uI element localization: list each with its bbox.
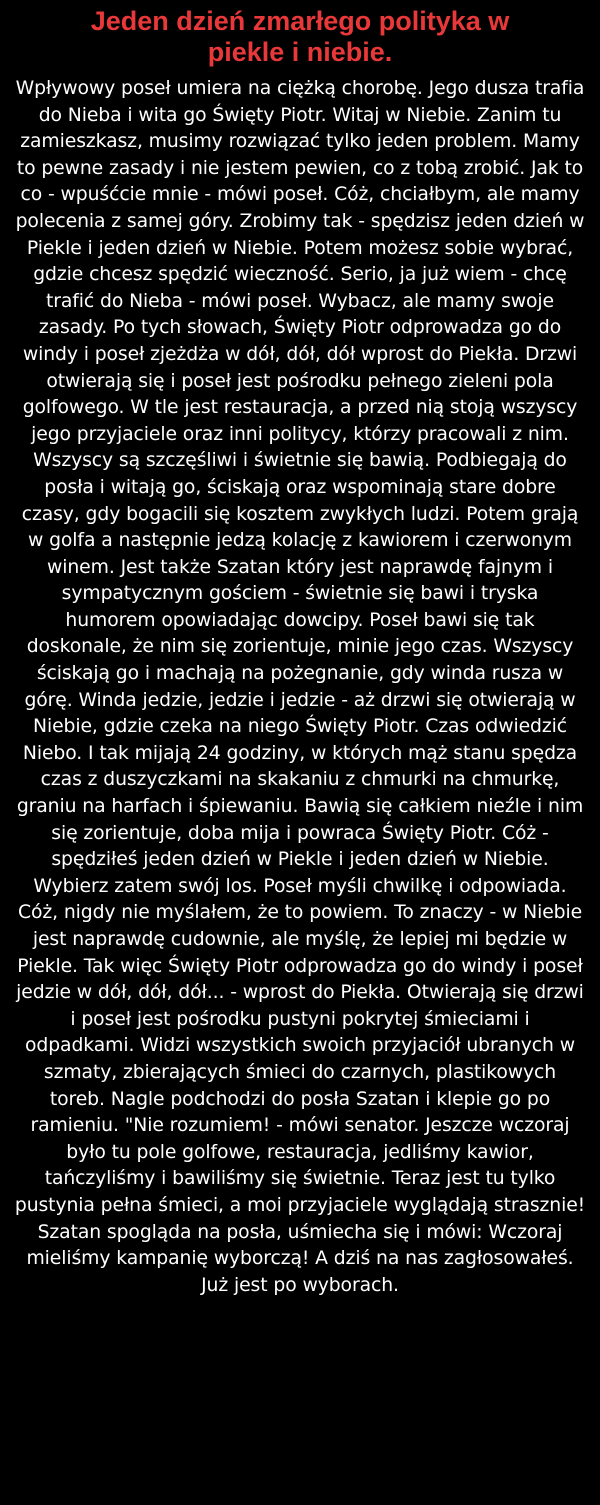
story-text: Wpływowy poseł umiera na ciężką chorobę. Jego dusza trafia do Nieba i wita go Święty Piotr. Witaj w Niebie. Zanim tu zamieszkasz, musimy rozwiązać tylko jeden problem. Mamy to pewne zasady i nie jestem pewien, co z tobą zrobić. Jak to co - wpuśćcie mnie - mówi poseł. Cóż, chciałbym, ale mamy polecenia z samej góry. Zrobimy tak - spędzisz jeden dzień w Piekle i jeden dzień w Niebie. Potem możesz sobie wybrać, gdzie chcesz spędzić wieczność. Serio, ja już wiem - chcę trafić do Nieba - mówi poseł. Wybacz, ale mamy swoje zasady. Po tych słowach, Święty Piotr odprowadza go do windy i poseł zjeżdża w dół, dół, dół wprost do Piekła. Drzwi otwierają się i poseł jest pośrodku pełnego zieleni pola golfowego. W tle jest restauracja, a przed nią stoją wszyscy jego przyjaciele oraz inni politycy, którzy pracowali z nim. Wszyscy są szczęśliwi i świetnie się bawią. Podbiegają do posła i witają go, ściskają oraz wspominają stare dobre czasy, gdy bogacili się kosztem zwykłych ludzi. Potem grają w golfa a następnie jedzą kolację z kawiorem i czerwonym winem. Jest także Szatan który jest naprawdę fajnym i sympatycznym gościem - świetnie się bawi i tryska humorem opowiadając dowcipy. Poseł bawi się tak doskonale, że nim się zorientuje, minie jego czas. Wszyscy ściskają go i machają na pożegnanie, gdy winda rusza w górę. Winda jedzie, jedzie i jedzie - aż drzwi się otwierają w Niebie, gdzie czeka na niego Święty Piotr. Czas odwiedzić Niebo. I tak mijają 24 godziny, w których mąż stanu spędza czas z duszyczkami na skakaniu z chmurki na chmurkę, graniu na harfach i śpiewaniu. Bawią się całkiem nieźle i nim się zorientuje, doba mija i powraca Święty Piotr. Cóż - spędziłeś jeden dzień w Piekle i jeden dzień w Niebie. Wybierz zatem swój los. Poseł myśli chwilkę i odpowiada. Cóż, nigdy nie myślałem, że to powiem. To znaczy - w Niebie jest naprawdę cudownie, ale myślę, że lepiej mi będzie w Piekle. Tak więc Święty Piotr odprowadza go do windy i poseł jedzie w dół, dół, dół... - wprost do Piekła. Otwierają się drzwi i poseł jest pośrodku pustyni pokrytej śmieciami i odpadkami. Widzi wszystkich swoich przyjaciół ubranych w szmaty, zbierających śmieci do czarnych, plastikowych toreb. Nagle podchodzi do posła Szatan i klepie go po ramieniu. "Nie rozumiem! - mówi senator. Jeszcze wczoraj było tu pole golfowe, restauracja, jedliśmy kawior, tańczyliśmy i bawiliśmy się świetnie. Teraz jest tu tylko pustynia pełna śmieci, a moi przyjaciele wyglądają strasznie! Szatan spogląda na posła, uśmiecha się i mówi: Wczoraj mieliśmy kampanię wyborczą! A dziś na nas zagłosowałeś. Już jest po wyborach.	[14, 78, 586, 1296]
meme-title: Jeden dzień zmarłego polityka w piekle i niebie.	[90, 6, 510, 67]
